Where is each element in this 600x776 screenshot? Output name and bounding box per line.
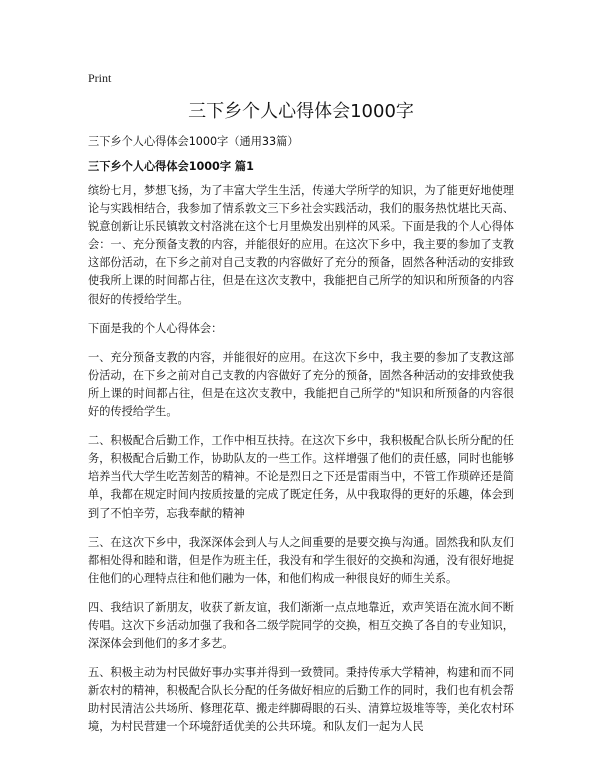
paragraph-point-4: 四、我结识了新朋友，收获了新友谊，我们渐渐一点点地靠近，欢声笑语在流水间不断传唱。这次下乡活动加强了我和各二级学院同学的交换，相互交换了各自的专业知识，深深体会到他们的多才多艺。: [88, 600, 514, 651]
paragraph-intro: 缤纷七月，梦想飞扬，为了丰富大学生生活，传递大学所学的知识，为了能更好地使理论与实践相结合，我参加了情系敦文三下乡社会实践活动，我们的服务热忱堪比天高、锐意创新让乐民镇敦文村洛洮在这个七月里焕发出别样的风采。下面是我的个人心得体会：一、充分预备支教的内容，并能很好的应用。在这次下乡中，我主要的参加了支教这部份活动，在下乡之前对自己支教的内容做好了充分的预备，固然各种活动的安排致使我所上课的时间都占往，但是在这次支教中，我能把自己所学的知识和所预备的内容很好的传授给学生。: [88, 184, 514, 306]
print-link[interactable]: Print: [88, 71, 112, 85]
page-title: 三下乡个人心得体会1000字: [188, 101, 414, 122]
paragraph-point-2: 二、积极配合后勤工作，工作中相互扶持。在这次下乡中，我积极配合队长所分配的任务，积极配合后勤工作，协助队友的一些工作。这样增强了他们的责任感，同时也能够培养当代大学生吃苦刻苦的精神。不论是烈日之下还是雷雨当中，不管工作琐碎还是简单，我都在规定时间内按质按量的完成了既定任务，从中我取得的更好的乐趣，体会到到了不怕辛劳，忘我奉献的精神: [88, 434, 514, 520]
paragraph-point-1: 一、充分预备支教的内容，并能很好的应用。在这次下乡中，我主要的参加了支教这部份活动，在下乡之前对自己支教的内容做好了充分的预备，固然各种活动的安排致使我所上课的时间都占往，但是在这次支教中，我能把自己所学的"知识和所预备的内容很好的传授给学生。: [88, 350, 514, 419]
document-subtitle: 三下乡个人心得体会1000字（通用33篇）: [88, 135, 299, 148]
section-heading: 三下乡个人心得体会1000字 篇1: [88, 160, 254, 173]
document-page: [88, 70, 514, 748]
paragraph-lead-in: 下面是我的个人心得体会：: [88, 321, 223, 335]
paragraph-point-3: 三、在这次下乡中，我深深体会到人与人之间重要的是要交换与沟通。固然我和队友们都相处得和睦和谐，但是作为班主任，我没有和学生很好的交换和沟通，没有很好地捉住他们的心理特点往和他们融为一体，和他们构成一种很良好的师生关系。: [88, 535, 514, 585]
paragraph-point-5: 五、积极主动为村民做好事办实事并得到一致赞同。秉持传承大学精神，构建和而不同新农村的精神，积极配合队长分配的任务做好相应的后勤工作的同时，我们也有机会帮助村民清洁公共场所、修理花草、搬走绊脚碍眼的石头、清算垃圾堆等等，美化农村环境，为村民营建一个环境舒适优美的公共环境。和队友们一起为人民: [88, 666, 514, 734]
